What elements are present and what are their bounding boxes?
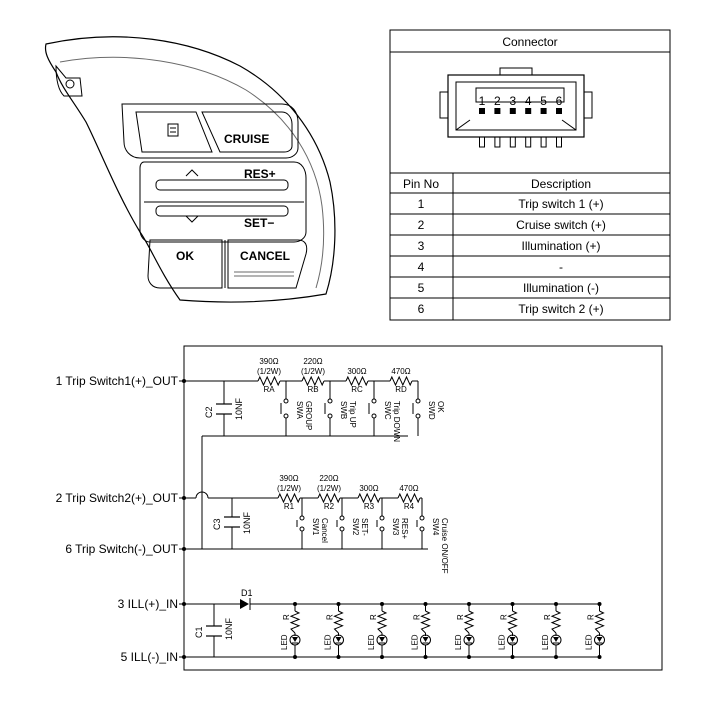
led-label: LED xyxy=(454,634,463,650)
capacitor-c1-name: C1 xyxy=(194,626,204,638)
capacitor-c2-name: C2 xyxy=(204,406,214,418)
switch-contact xyxy=(340,527,344,531)
led-resistor-label: R xyxy=(499,614,509,620)
terminal-tripgnd-label: 6 Trip Switch(-)_OUT xyxy=(65,542,178,556)
switch-name: SW4 xyxy=(431,518,440,536)
led-label: LED xyxy=(323,634,333,650)
table-row-description: Illumination (-) xyxy=(522,281,600,295)
switch-function: OK xyxy=(436,401,445,413)
led-arrow xyxy=(379,637,385,642)
led-label: LED xyxy=(541,634,550,650)
resistor-name: RB xyxy=(307,385,319,394)
junction-dot xyxy=(424,655,428,659)
table-row-pin: 5 xyxy=(417,281,425,295)
switch-name: SW2 xyxy=(351,518,360,536)
schematic xyxy=(56,346,662,670)
led-resistor-label: R xyxy=(586,614,596,620)
switch-contact xyxy=(420,516,424,520)
resistor-r3 xyxy=(358,494,380,502)
resistor-name: RD xyxy=(395,385,407,394)
connector-pin-5-label: 5 xyxy=(540,94,547,108)
terminal-trip1-label: 1 Trip Switch1(+)_OUT xyxy=(55,374,178,388)
switch-function: Trip DOWN xyxy=(392,401,401,443)
led-resistor xyxy=(465,611,473,633)
led-resistor-label: R xyxy=(325,614,335,620)
switch-name: SWC xyxy=(383,401,392,420)
switch-name: SWD xyxy=(427,401,436,420)
switch-contact xyxy=(416,414,420,418)
set-button-label: SET− xyxy=(244,216,275,230)
pin-no-header: Pin No xyxy=(402,177,440,191)
switch-function: GROUP xyxy=(304,401,313,431)
resistor-power: (1/2W) xyxy=(317,484,341,493)
led-arrow xyxy=(292,637,298,642)
resistor-name: RA xyxy=(263,385,275,394)
resistor-ra xyxy=(258,377,280,385)
resistor-rc xyxy=(346,377,368,385)
description-header: Description xyxy=(530,177,592,191)
led-resistor-label: R xyxy=(456,614,465,620)
switch-contact xyxy=(416,399,420,403)
table-row-pin: 3 xyxy=(417,239,425,253)
led-label: LED xyxy=(410,634,420,650)
led-resistor-label: R xyxy=(369,614,378,620)
terminal-trip2-label: 2 Trip Switch2(+)_OUT xyxy=(55,491,178,505)
resistor-name: R2 xyxy=(323,502,335,511)
table-row-pin: 2 xyxy=(417,218,425,232)
junction-dot xyxy=(380,655,384,659)
led-resistor-label: R xyxy=(412,614,422,620)
led-arrow xyxy=(423,637,429,642)
led-resistor xyxy=(422,611,430,633)
resistor-r2 xyxy=(318,494,340,502)
resistor-power: (1/2W) xyxy=(277,484,301,493)
switch-contact xyxy=(284,414,288,418)
capacitor-c3-name: C3 xyxy=(212,518,222,530)
switch-function: RES+ xyxy=(400,518,409,540)
resistor-r1 xyxy=(278,494,300,502)
led-arrow xyxy=(336,637,342,642)
connector-table-title: Connector xyxy=(502,35,558,49)
led-label: LED xyxy=(497,634,507,650)
switch-block-1 xyxy=(242,357,445,442)
connector-pin-labels xyxy=(479,94,563,114)
switch-block-2 xyxy=(262,474,449,574)
resistor-name: R4 xyxy=(403,502,415,511)
switch-contact xyxy=(328,399,332,403)
connector-pin-6-foot xyxy=(557,137,562,147)
led-resistor-label: R xyxy=(282,614,291,620)
resistor-name: R1 xyxy=(283,502,295,511)
led-arrow xyxy=(553,637,559,642)
connector-pin-4-foot xyxy=(526,137,531,147)
led-resistor xyxy=(552,611,560,633)
switch-name: SWB xyxy=(339,401,348,420)
table-row-description: Trip switch 1 (+) xyxy=(518,197,604,211)
table-row-description: - xyxy=(559,260,563,274)
table-row-pin: 4 xyxy=(417,260,425,274)
switch-contact xyxy=(340,516,344,520)
switch-name: SW1 xyxy=(311,518,320,536)
resistor-power: (1/2W) xyxy=(257,367,281,376)
connector-pin-6-label: 6 xyxy=(555,94,563,108)
connector-pin-1-label: 1 xyxy=(478,94,486,108)
led-array xyxy=(280,602,605,659)
switch-contact xyxy=(380,527,384,531)
terminal-pins xyxy=(179,379,186,659)
switch-function: Cruise ON/OFF xyxy=(440,518,449,574)
resistor-r4 xyxy=(398,494,420,502)
resistor-value: 220Ω xyxy=(319,474,339,483)
table-row-description: Illumination (+) xyxy=(521,239,601,253)
led-label: LED xyxy=(280,634,289,650)
led-arrow xyxy=(510,637,516,642)
cancel-button-label: CANCEL xyxy=(240,249,290,263)
connector-pin-2-contact xyxy=(494,108,500,114)
connector-pin-3-label: 3 xyxy=(509,94,517,108)
connector-pin-feet xyxy=(480,137,562,147)
switch-function: Trip UP xyxy=(348,401,357,428)
switch-function: Cancel xyxy=(320,518,329,543)
connector-pin-6-contact xyxy=(556,108,562,114)
led-resistor-label: R xyxy=(543,614,552,620)
junction-dot xyxy=(293,655,297,659)
table-row-pin: 1 xyxy=(417,197,425,211)
cruise-button-label: CRUISE xyxy=(224,132,270,146)
switch-contact xyxy=(300,516,304,520)
junction-dot xyxy=(511,655,515,659)
connector-pin-1-contact xyxy=(479,108,485,114)
resistor-value: 470Ω xyxy=(391,367,411,376)
led-arrow xyxy=(466,637,472,642)
led-label: LED xyxy=(584,634,594,650)
table-row-pin: 6 xyxy=(417,302,425,316)
connector-pin-2-label: 2 xyxy=(494,94,501,108)
terminal-illp-label: 3 ILL(+)_IN xyxy=(117,597,178,611)
connector-pin-4-label: 4 xyxy=(524,94,532,108)
junction-dot xyxy=(554,655,558,659)
terminal-illn-label: 5 ILL(-)_IN xyxy=(120,650,178,664)
switch-contact xyxy=(420,527,424,531)
resistor-rb xyxy=(302,377,324,385)
resistor-value: 390Ω xyxy=(259,357,279,366)
switch-name: SW3 xyxy=(391,518,400,536)
resistor-value: 220Ω xyxy=(303,357,323,366)
connector-table xyxy=(390,30,670,320)
switch-contact xyxy=(300,527,304,531)
steering-switch-illustration xyxy=(45,37,334,302)
led-resistor xyxy=(378,611,386,633)
connector-pin-1-foot xyxy=(480,137,485,147)
switch-contact xyxy=(380,516,384,520)
capacitor-c3-value: 10NF xyxy=(242,511,252,534)
switch-contact xyxy=(284,399,288,403)
connector-pin-2-foot xyxy=(495,137,500,147)
connector-pin-3-foot xyxy=(510,137,515,147)
connector-pin-5-foot xyxy=(541,137,546,147)
switch-contact xyxy=(328,414,332,418)
resistor-value: 300Ω xyxy=(347,367,367,376)
junction-dot xyxy=(598,655,602,659)
table-row-description: Cruise switch (+) xyxy=(516,218,606,232)
table-row-description: Trip switch 2 (+) xyxy=(518,302,604,316)
led-arrow xyxy=(597,637,603,642)
capacitor-c2-value: 10NF xyxy=(234,397,244,420)
led-resistor xyxy=(335,611,343,633)
led-label: LED xyxy=(367,634,376,650)
switch-name: SWA xyxy=(295,401,304,419)
resistor-power: (1/2W) xyxy=(301,367,325,376)
junction-dot xyxy=(467,655,471,659)
resistor-value: 390Ω xyxy=(279,474,299,483)
led-resistor xyxy=(509,611,517,633)
capacitor-c1-value: 10NF xyxy=(224,617,234,640)
res-button-label: RES+ xyxy=(244,167,276,181)
switch-contact xyxy=(372,414,376,418)
resistor-value: 300Ω xyxy=(359,484,379,493)
resistor-name: R3 xyxy=(363,502,375,511)
connector-pin-4-contact xyxy=(525,108,531,114)
diode-d1-label: D1 xyxy=(241,588,253,598)
resistor-rd xyxy=(390,377,412,385)
led-resistor xyxy=(291,611,299,633)
resistor-name: RC xyxy=(351,385,363,394)
connector-pin-3-contact xyxy=(510,108,516,114)
junction-dot xyxy=(337,655,341,659)
ok-button-label: OK xyxy=(176,249,194,263)
resistor-value: 470Ω xyxy=(399,484,419,493)
switch-contact xyxy=(372,399,376,403)
led-resistor xyxy=(596,611,604,633)
connector-pin-5-contact xyxy=(541,108,547,114)
switch-function: SET- xyxy=(360,518,369,536)
